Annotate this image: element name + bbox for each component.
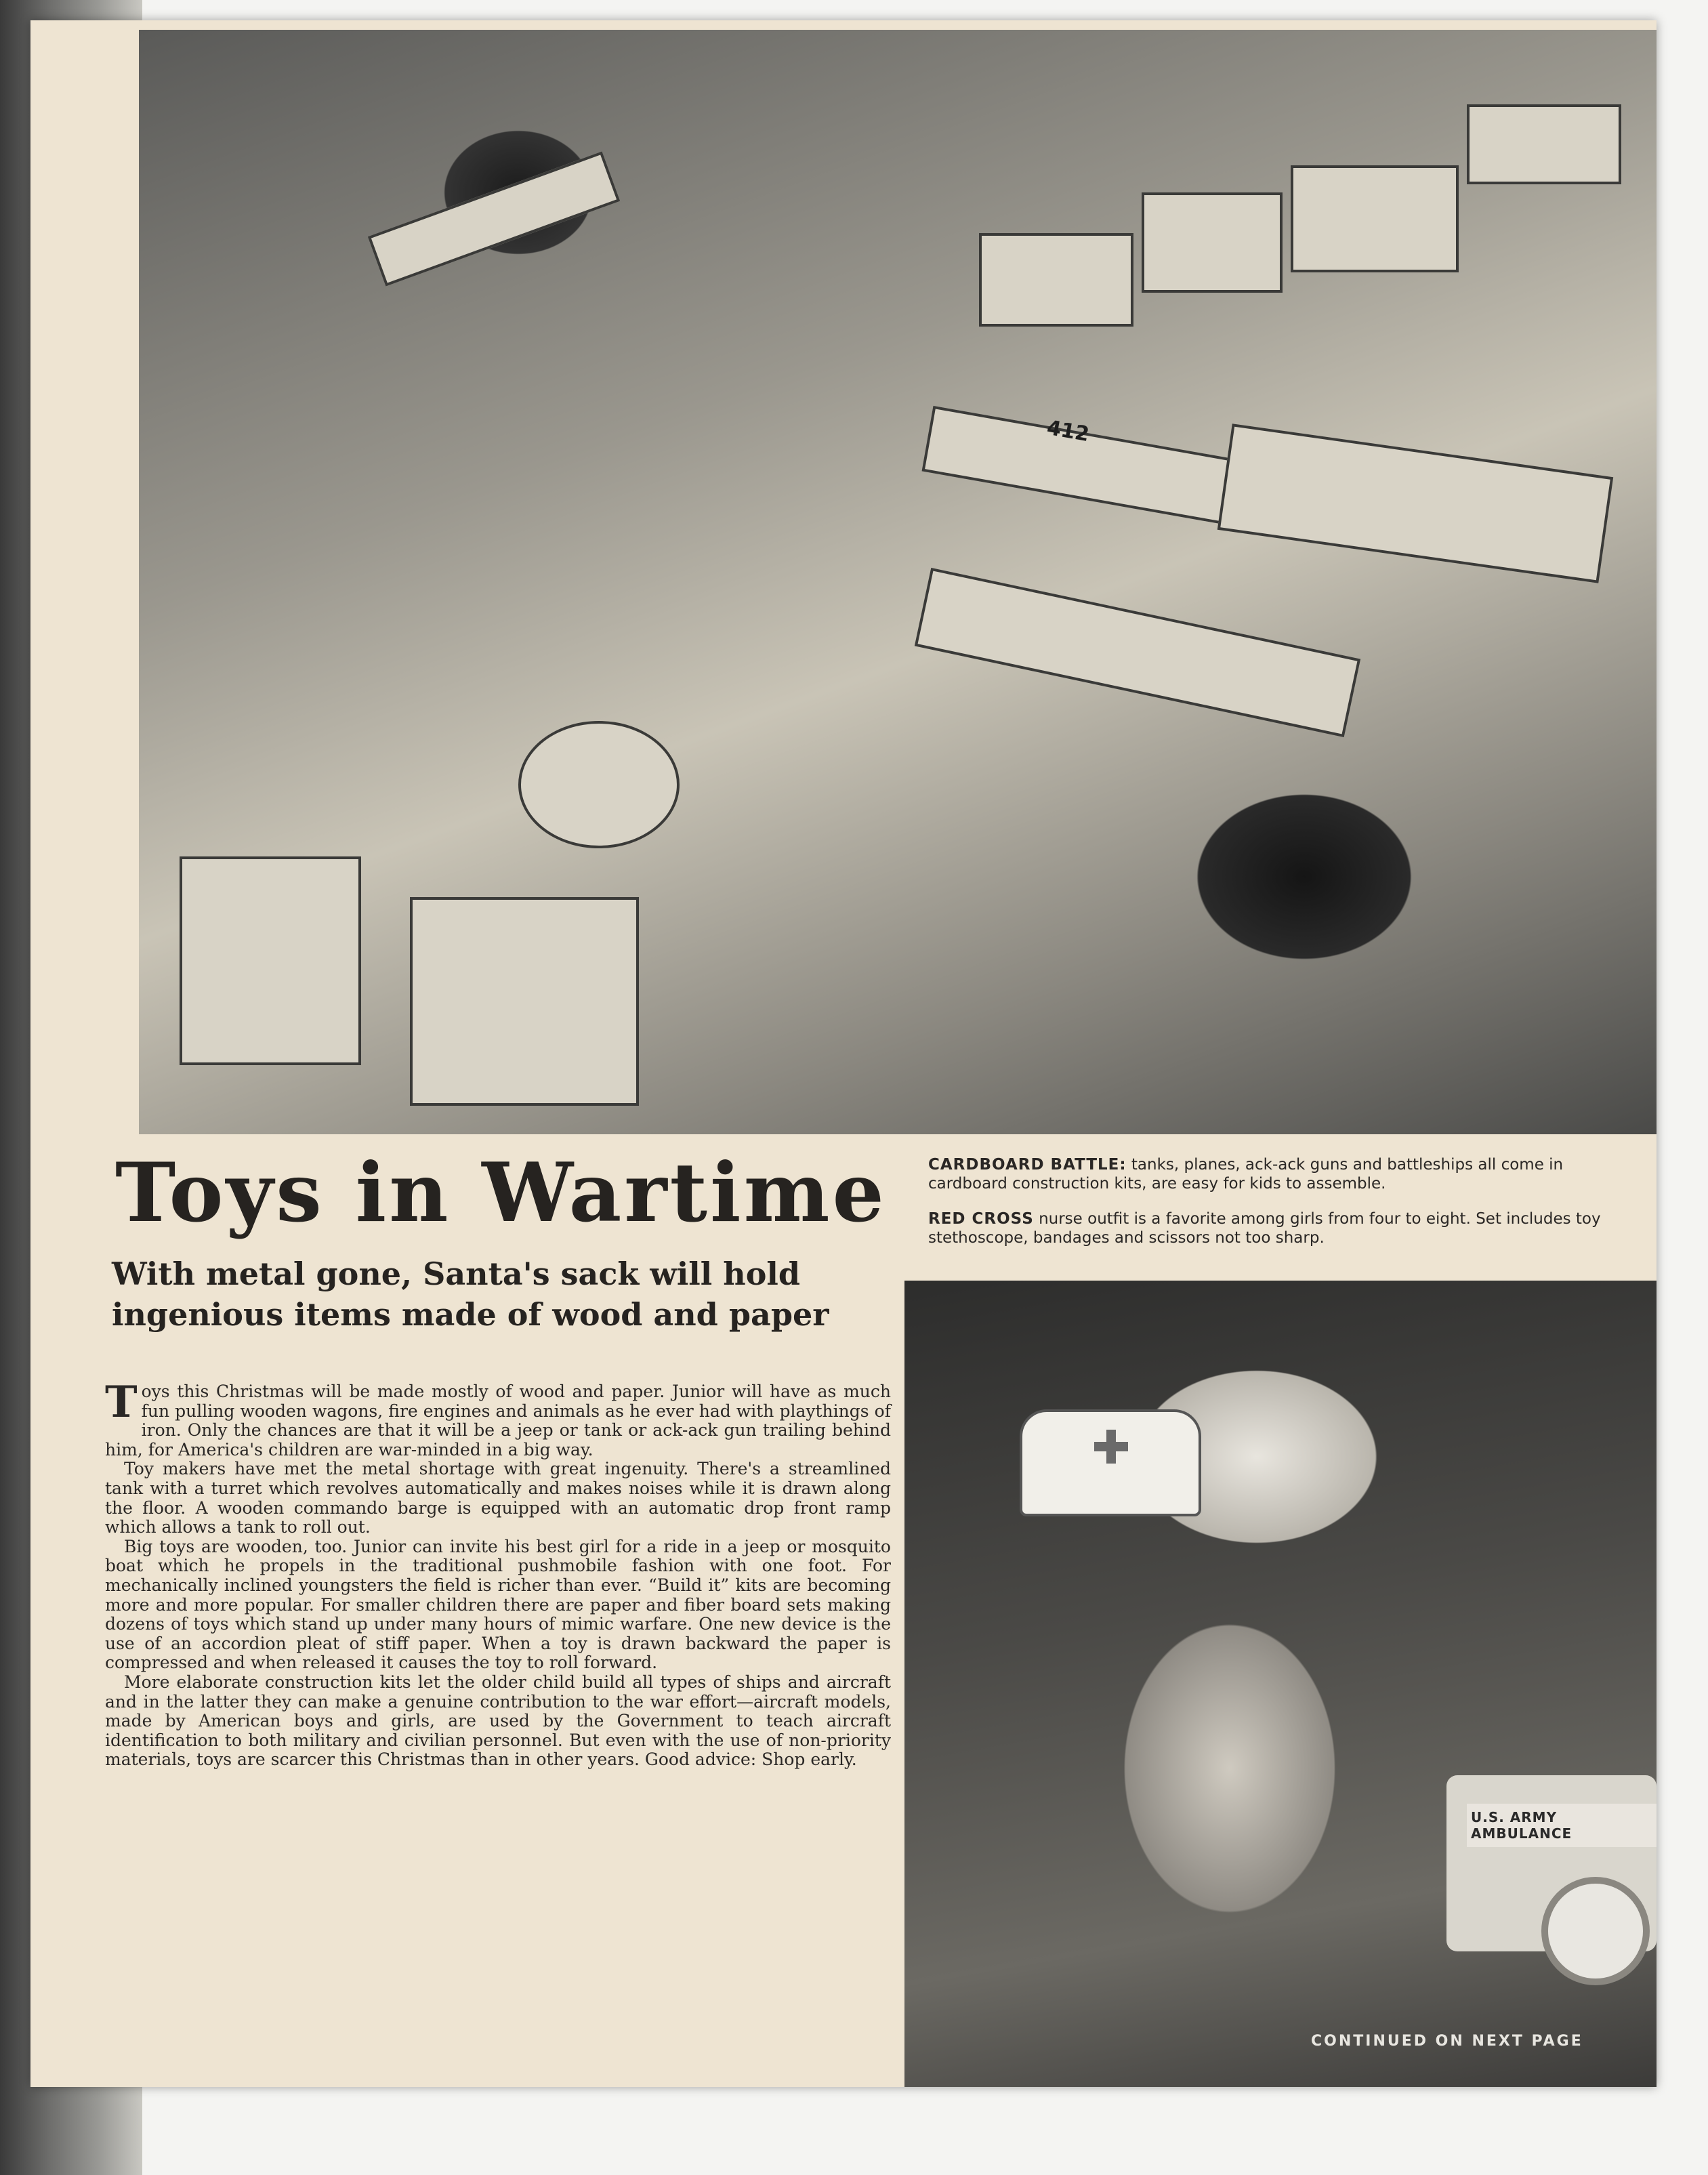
toy-ambulance [180,856,361,1065]
caption-red-cross [928,1209,1646,1247]
toy-tank [1291,165,1459,272]
ambulance-label: U.S. ARMY AMBULANCE [1467,1804,1657,1847]
toy-battleship [915,568,1360,737]
caption-lead: RED CROSS [928,1210,1034,1228]
caption-text: tanks, planes, ack-ack guns and battleships all come in cardboard construction kits, are easy for kids to assemble. [928,1156,1564,1193]
drop-cap: T [105,1377,138,1428]
paragraph-text: oys this Christmas will be made mostly of wood and paper. Junior will have as much fun pulling wooden wagons, fire engines and animals as he ever had with playthings of iron. Only the chances are that it will be a jeep or tank or ack-ack gun trailing behind him, for America's children are war-minded in a big way. [105,1382,891,1459]
body-paragraph [105,1377,891,1459]
body-paragraph: More elaborate construction kits let the older child build all types of ships and aircraft and in the latter they can make a genuine contribution to the war effort—aircraft models, made by American boys and girls, are used by the Government to teach aircraft identification to both military and civilian personnel. But even with the use of non-priority materials, toys are scarcer this Christmas than in other years. Good advice: Shop early. [105,1672,891,1770]
toy-jeep [1467,104,1621,184]
article-body [105,1377,891,1770]
caption-lead: CARDBOARD BATTLE: [928,1156,1127,1174]
toy-ack-ack-gun [518,721,680,848]
body-paragraph: Big toys are wooden, too. Junior can invite his best girl for a ride in a jeep or mosquito boat which he propels in the traditional pushmobile fashion with one foot. For mechanically inclined youngsters the field is richer than ever. “Build it” kits are becoming more and more popular. For smaller children there are paper and fiber board sets making dozens of toys which stand up under many hours of mimic warfare. One new device is the use of an accordion pleat of stiff paper. When a toy is drawn backward the paper is compressed and when released it causes the toy to roll forward. [105,1536,891,1673]
photo-captions [928,1155,1646,1264]
toy-truck [979,233,1133,327]
photo-cardboard-battle [139,30,1657,1134]
ambulance-wheel [1541,1877,1650,1985]
toy-truck [1142,192,1283,293]
magazine-page [30,20,1657,2087]
article-headline: Toys in Wartime [115,1145,887,1241]
article-subheadline: With metal gone, Santa's sack will hold ingenious items made of wood and paper [112,1256,829,1333]
caption-cardboard-battle [928,1155,1646,1193]
red-cross-icon [1094,1430,1128,1464]
toy-aircraft-carrier [1217,423,1613,583]
toy-tank [410,897,639,1106]
photo-red-cross-nurse [904,1281,1657,2087]
caption-text: nurse outfit is a favorite among girls from four to eight. Set includes toy stethoscope, bandages and scissors not too sharp. [928,1210,1601,1247]
plane-number: 412 [1045,415,1091,447]
body-paragraph: Toy makers have met the metal shortage with great ingenuity. There's a streamlined tank with a turret which revolves automatically and makes noises while it is drawn along the floor. A wooden commando barge is equipped with an automatic drop front ramp which allows a tank to roll out. [105,1459,891,1537]
continued-notice: CONTINUED ON NEXT PAGE [1311,2033,1583,2050]
toy-airplane [368,151,620,286]
